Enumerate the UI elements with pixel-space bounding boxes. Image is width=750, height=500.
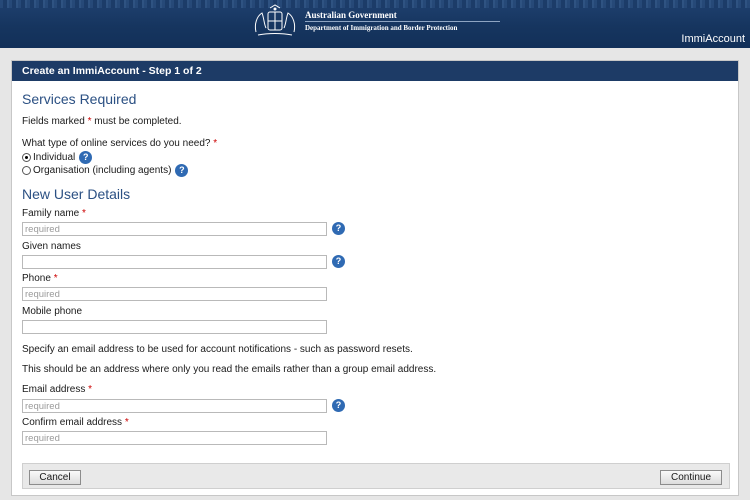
confirm-email-input[interactable] xyxy=(22,431,327,445)
continue-button[interactable]: Continue xyxy=(660,470,722,485)
email-input[interactable] xyxy=(22,399,327,413)
required-star: * xyxy=(213,138,218,149)
help-icon[interactable]: ? xyxy=(332,255,345,268)
required-star: * xyxy=(88,384,93,395)
services-question xyxy=(22,138,217,149)
help-icon[interactable]: ? xyxy=(79,151,92,164)
mobile-phone-label: Mobile phone xyxy=(22,306,83,317)
services-heading: Services Required xyxy=(22,91,137,107)
family-name-input[interactable] xyxy=(22,222,327,236)
email-note-2: This should be an address where only you read the emails rather than a group email address. xyxy=(22,364,437,375)
brand-name: ImmiAccount xyxy=(681,33,745,45)
note-prefix: Fields marked xyxy=(22,116,85,127)
given-names-label: Given names xyxy=(22,241,81,252)
coat-of-arms-icon xyxy=(250,4,300,38)
family-name-label xyxy=(22,208,86,219)
radio-individual-row[interactable] xyxy=(22,151,92,164)
form-panel xyxy=(11,60,739,496)
confirm-email-label-text: Confirm email address xyxy=(22,417,123,428)
required-star: * xyxy=(53,273,58,284)
help-icon[interactable]: ? xyxy=(332,399,345,412)
mobile-phone-input[interactable] xyxy=(22,320,327,334)
family-name-label-text: Family name xyxy=(22,208,80,219)
radio-organisation-row[interactable] xyxy=(22,164,188,177)
given-names-input[interactable] xyxy=(22,255,327,269)
required-star: * xyxy=(124,417,129,428)
header-texture xyxy=(0,0,750,8)
email-label-text: Email address xyxy=(22,384,86,395)
phone-label-text: Phone xyxy=(22,273,51,284)
note-suffix: must be completed. xyxy=(94,116,182,127)
services-question-label: What type of online services do you need? xyxy=(22,138,211,149)
radio-individual-label[interactable]: Individual xyxy=(33,152,76,163)
government-name: Australian Government xyxy=(305,10,397,20)
header-divider xyxy=(305,21,500,22)
email-note-1: Specify an email address to be used for account notifications - such as password resets. xyxy=(22,344,413,355)
site-header xyxy=(0,0,750,48)
form-footer xyxy=(22,463,730,489)
radio-individual[interactable] xyxy=(22,153,31,162)
phone-label xyxy=(22,273,58,284)
phone-input[interactable] xyxy=(22,287,327,301)
email-label xyxy=(22,384,92,395)
department-name: Department of Immigration and Border Protection xyxy=(305,24,458,32)
required-star: * xyxy=(82,208,86,219)
user-details-heading: New User Details xyxy=(22,186,131,202)
radio-organisation[interactable] xyxy=(22,166,31,175)
confirm-email-label xyxy=(22,417,129,428)
required-star: * xyxy=(87,116,92,127)
help-icon[interactable]: ? xyxy=(332,222,345,235)
radio-organisation-label[interactable]: Organisation (including agents) xyxy=(33,165,172,176)
cancel-button[interactable]: Cancel xyxy=(29,470,81,485)
panel-title: Create an ImmiAccount - Step 1 of 2 xyxy=(12,61,738,81)
help-icon[interactable]: ? xyxy=(175,164,188,177)
required-fields-note xyxy=(22,116,182,127)
